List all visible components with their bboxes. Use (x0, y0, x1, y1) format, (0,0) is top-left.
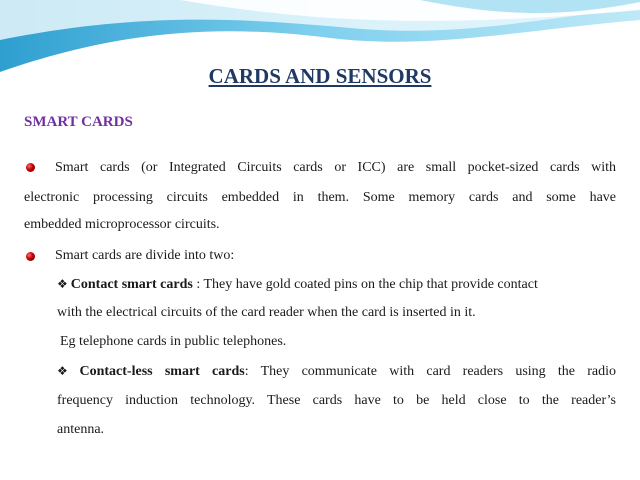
paragraph-line: embedded microprocessor circuits. (24, 217, 220, 232)
paragraph-text: : They communicate with card readers using the radio (244, 364, 616, 379)
term-label: Contact smart cards (70, 277, 193, 292)
section-heading: SMART CARDS (24, 114, 133, 130)
diamond-bullet-icon: ❖ (57, 364, 77, 378)
sub-bullet-line (57, 274, 616, 295)
bullet-icon (26, 163, 35, 172)
paragraph-line: frequency induction technology. These cards have to be held close to the reader’s (57, 393, 616, 408)
paragraph-line: Smart cards are divide into two: (55, 248, 235, 263)
term-label: Contact-less smart cards (79, 364, 245, 379)
bullet-icon (26, 252, 35, 261)
paragraph-line: Eg telephone cards in public telephones. (60, 334, 287, 349)
paragraph-text: : They have gold coated pins on the chip that provide contact (192, 277, 538, 292)
paragraph-line: Smart cards (or Integrated Circuits cards or ICC) are small pocket-sized cards with (55, 160, 616, 175)
slide-title: CARDS AND SENSORS (208, 64, 432, 88)
paragraph-line: antenna. (57, 422, 105, 437)
sub-bullet-line (57, 361, 616, 382)
paragraph-line: electronic processing circuits embedded in them. Some memory cards and some have (24, 190, 616, 205)
diamond-bullet-icon: ❖ (57, 277, 68, 291)
paragraph-line: with the electrical circuits of the card reader when the card is inserted in it. (57, 305, 476, 320)
